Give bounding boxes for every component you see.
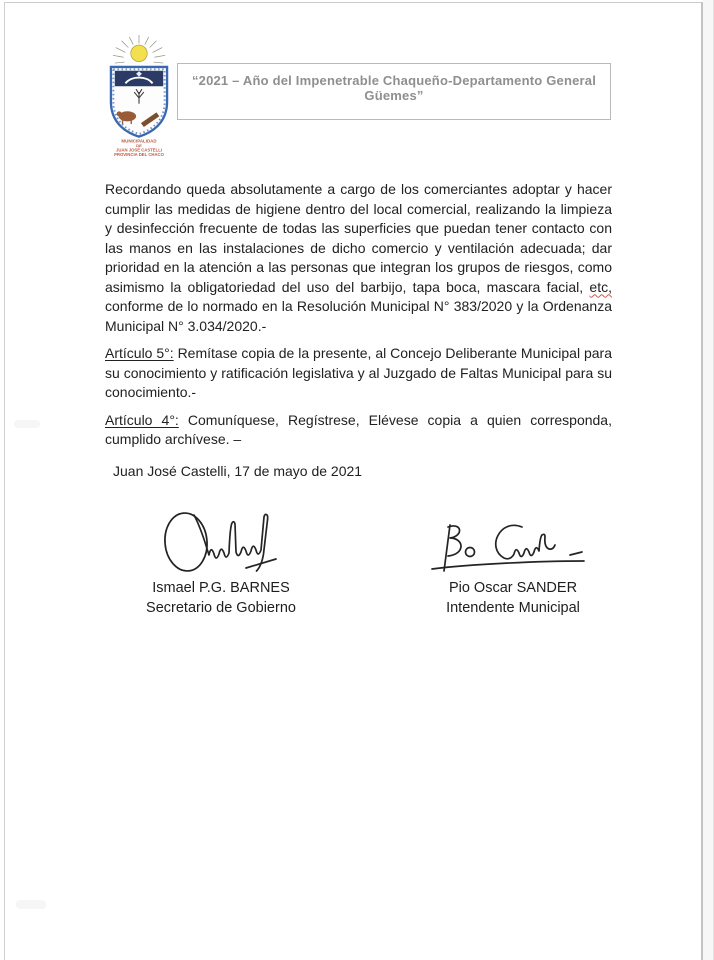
signature-scribble-secretario <box>158 502 298 582</box>
signatory-name: Pio Oscar SANDER <box>448 580 578 596</box>
emblem-caption <box>114 138 165 156</box>
scan-edge-band <box>703 0 714 960</box>
signature-scribble-intendente <box>426 517 594 579</box>
article-4-label: Artículo 4°: <box>105 411 179 428</box>
municipal-coat-of-arms <box>98 34 180 156</box>
scan-edge-left <box>4 2 5 960</box>
scan-artifact <box>16 900 46 909</box>
document-body <box>105 180 612 489</box>
spellcheck-word: etc, <box>589 278 612 295</box>
article-5-label: Artículo 5°: <box>105 345 174 361</box>
article-5 <box>105 344 612 403</box>
year-motto-box <box>177 63 611 120</box>
emblem-caption-line2: DE <box>136 142 142 148</box>
sun-icon <box>131 45 147 61</box>
signatory-name: Ismael P.G. BARNES <box>152 580 290 596</box>
paragraph-text-after-etc: conforme de lo normado en la Resolución Municipal N° 383/2020 y la Ordenanza Municipal N° 3.034/2020.- <box>105 298 612 334</box>
scan-artifact <box>14 420 40 428</box>
paragraph-text-before-etc: Recordando queda absolutamente a cargo de los comerciantes adoptar y hacer cumplir las medidas de higiene dentro del local comercial, realizando la limpieza y desinfección frecuente de todas las superficies que puedan tener contacto con las manos en las instalaciones de dicho comercio y ventilación adecuada; dar prioridad en la atención a las personas que integran los grupos de riesgos, como asimismo la obligatoriedad del uso del barbijo, tapa boca, mascara facial, <box>105 181 612 295</box>
signatory-block-intendente <box>418 578 608 618</box>
signatory-block-secretario <box>126 578 316 618</box>
signatory-title: Intendente Municipal <box>446 600 580 616</box>
emblem-caption-line3: JUAN JOSÉ CASTELLI <box>115 147 163 153</box>
scan-edge-right <box>701 2 703 960</box>
signatory-title: Secretario de Gobierno <box>146 600 296 616</box>
scan-edge-top <box>4 2 703 3</box>
article-5-text: Remítase copia de la presente, al Concejo Deliberante Municipal para su conocimiento y ratificación legislativa y al Juzgado de Faltas Municipal para su conocimiento.- <box>105 345 612 400</box>
year-motto-text: “2021 – Año del Impenetrable Chaqueño-Departamento General Güemes” <box>191 73 597 103</box>
article-4-text: Comuníquese, Regístrese, Elévese copia a quien corresponda, cumplido archívese. – <box>105 411 612 447</box>
emblem-caption-line1: MUNICIPALIDAD <box>121 138 157 144</box>
emblem-caption-line4: PROVINCIA DEL CHACO <box>114 151 164 156</box>
place-date-line: Juan José Castelli, 17 de mayo de 2021 <box>113 462 363 479</box>
article-4 <box>105 411 612 450</box>
paragraph-recordando <box>105 180 612 336</box>
